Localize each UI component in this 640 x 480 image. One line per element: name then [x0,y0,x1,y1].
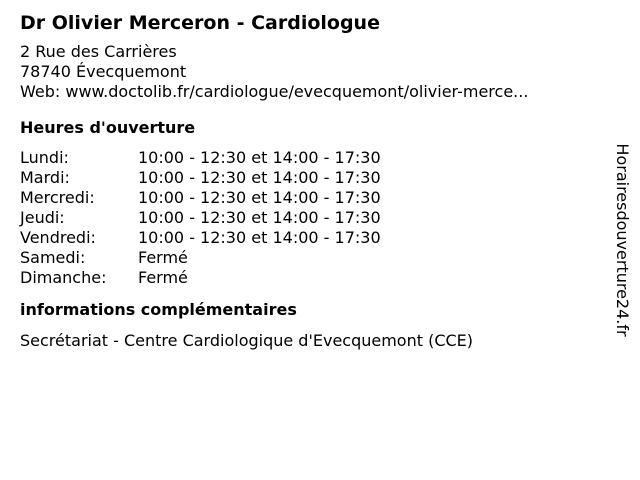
time-value: Fermé [138,248,188,267]
time-value: 10:00 - 12:30 et 14:00 - 17:30 [138,168,381,187]
address-block [20,42,600,102]
info-heading: informations complémentaires [20,300,297,319]
day-label: Lundi: [20,148,69,167]
business-card [20,10,600,351]
page-title: Dr Olivier Merceron - Cardiologue [20,12,380,34]
hours-row-monday [20,148,600,168]
day-label: Mercredi: [20,188,95,207]
hours-row-friday [20,228,600,248]
hours-row-thursday [20,208,600,228]
day-label: Dimanche: [20,268,107,287]
day-label: Vendredi: [20,228,96,247]
hours-heading: Heures d'ouverture [20,118,196,137]
hours-row-wednesday [20,188,600,208]
hours-row-tuesday [20,168,600,188]
hours-table [20,148,600,288]
day-label: Jeudi: [20,208,65,227]
site-watermark: Horairesdouverture24.fr [613,143,632,337]
day-label: Mardi: [20,168,70,187]
day-label: Samedi: [20,248,86,267]
hours-row-sunday [20,268,600,288]
address-street: 2 Rue des Carrières [20,42,177,61]
time-value: 10:00 - 12:30 et 14:00 - 17:30 [138,148,381,167]
time-value: Fermé [138,268,188,287]
address-city: 78740 Évecquemont [20,62,187,81]
time-value: 10:00 - 12:30 et 14:00 - 17:30 [138,228,381,247]
time-value: 10:00 - 12:30 et 14:00 - 17:30 [138,188,381,207]
info-text: Secrétariat - Centre Cardiologique d'Evecquemont (CCE) [20,331,474,350]
website-link[interactable]: Web: www.doctolib.fr/cardiologue/evecquemont/olivier-merce... [20,82,529,101]
time-value: 10:00 - 12:30 et 14:00 - 17:30 [138,208,381,227]
hours-row-saturday [20,248,600,268]
